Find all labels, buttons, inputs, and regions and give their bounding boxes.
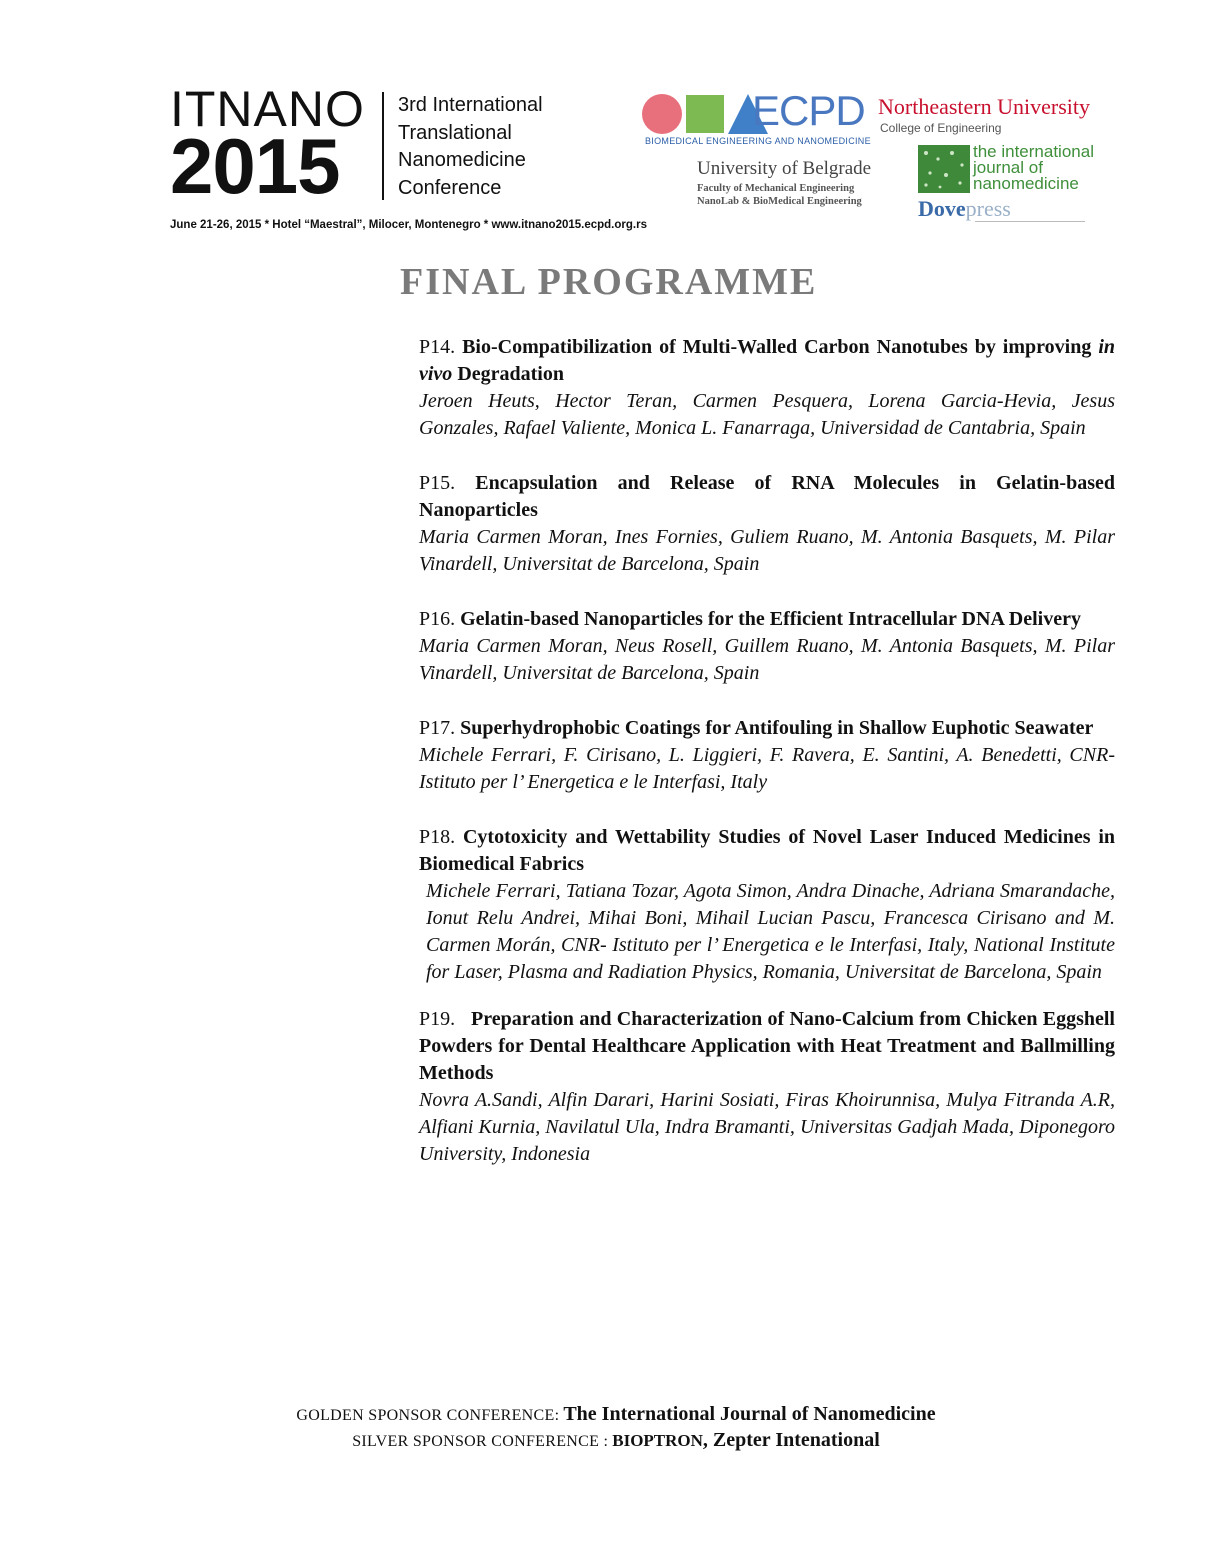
entry-authors: Maria Carmen Moran, Neus Rosell, Guillem Ruano, M. Antonia Basquets, M. Pilar Vinardell, Universitat de Barcelona, Spain	[419, 635, 1115, 684]
entry-number: P14.	[419, 336, 456, 358]
entry-title-text: Cytotoxicity and Wettability Studies of Novel Laser Induced Medicines in Biomedical Fabrics	[419, 826, 1115, 875]
entry-number: P17.	[419, 717, 456, 739]
entry-title-part: Bio-Compatibilization of Multi-Walled Carbon Nanotubes by improving	[462, 336, 1092, 358]
entry-title	[419, 715, 1115, 742]
entry-number: P15.	[419, 472, 456, 494]
silver-sponsor-company: , Zepter Intenational	[702, 1429, 880, 1451]
golden-sponsor-name: The International Journal of Nanomedicine	[563, 1403, 936, 1425]
belgrade-university-subtitle	[697, 182, 862, 208]
entry-authors: Michele Ferrari, Tatiana Tozar, Agota Simon, Andra Dinache, Adriana Smarandache, Ionut Relu Andrei, Mihai Boni, Mihail Lucian Pascu, Francesca Cirisano and M. Carmen Morán, CNR- Istituto per l’ Energetica e le Interfasi, Italy, National Institute for Laser, Plasma and Radiation Physics, Romania, Universitat de Barcelona, Spain	[426, 880, 1115, 983]
ijn-logo-text	[973, 144, 1094, 192]
itnano-logo-year: 2015	[170, 122, 340, 210]
conference-line: Conference	[398, 176, 502, 199]
silver-sponsor-line	[0, 1429, 1232, 1452]
ijn-line: journal of	[973, 158, 1043, 177]
ecpd-logo-text: ECPD	[752, 87, 865, 134]
belgrade-university-title: University of Belgrade	[697, 158, 872, 179]
dovepress-tagline-rule	[975, 221, 1085, 222]
programme-entry	[419, 606, 1115, 687]
programme-entry	[419, 824, 1115, 986]
belgrade-lab: NanoLab & BioMedical Engineering	[697, 196, 862, 207]
ecpd-subtitle: BIOMEDICAL ENGINEERING AND NANOMEDICINE	[645, 136, 871, 146]
entry-title-italic: in vivo	[419, 336, 1115, 385]
entry-title	[419, 606, 1115, 633]
entry-title-text: Preparation and Characterization of Nano-Calcium from Chicken Eggshell Powders for Dental Healthcare Application with Heat Treatment and Ballmilling Methods	[419, 1008, 1115, 1084]
programme-entry	[419, 470, 1115, 578]
golden-sponsor-label: GOLDEN SPONSOR CONFERENCE:	[296, 1407, 560, 1424]
entry-title-text: Gelatin-based Nanoparticles for the Efficient Intracellular DNA Delivery	[460, 608, 1081, 630]
ijn-logo-icon	[918, 145, 970, 193]
programme-entry	[419, 334, 1115, 442]
entry-title	[419, 470, 1115, 524]
silver-sponsor-brand: BIOPTRON	[612, 1431, 703, 1450]
northeastern-logo-text: Northeastern University	[878, 94, 1090, 119]
silver-sponsor-name	[612, 1429, 880, 1451]
entry-number: P18.	[419, 826, 456, 848]
ijn-line: the international	[973, 142, 1094, 161]
conference-name	[398, 92, 543, 202]
conference-line: 3rd International	[398, 94, 543, 116]
page-title: FINAL PROGRAMME	[400, 261, 818, 303]
entry-authors: Jeroen Heuts, Hector Teran, Carmen Pesquera, Lorena Garcia-Hevia, Jesus Gonzales, Rafael Valiente, Monica L. Fanarraga, Universidad de Cantabria, Spain	[419, 390, 1115, 439]
entry-title	[419, 824, 1115, 878]
conference-line: Nanomedicine	[398, 149, 526, 171]
entry-title-text: Encapsulation and Release of RNA Molecules in Gelatin-based Nanoparticles	[419, 472, 1115, 521]
dovepress-logo-text	[918, 196, 1011, 222]
itnano-logo-word: ITNANO	[170, 81, 365, 137]
entry-authors: Novra A.Sandi, Alfin Darari, Harini Sosiati, Firas Khoirunnisa, Mulya Fitranda A.R, Alfiani Kurnia, Navilatul Ula, Indra Bramanti, Universitas Gadjah Mada, Diponegoro University, Indonesia	[419, 1089, 1115, 1165]
ijn-line: nanomedicine	[973, 174, 1079, 193]
entry-title-text: Superhydrophobic Coatings for Antifouling in Shallow Euphotic Seawater	[460, 717, 1094, 739]
entry-number: P19.	[419, 1008, 456, 1030]
entry-title-text	[419, 336, 1115, 385]
belgrade-faculty: Faculty of Mechanical Engineering	[697, 183, 855, 194]
entry-authors: Michele Ferrari, F. Cirisano, L. Liggieri, F. Ravera, E. Santini, A. Benedetti, CNR- Istituto per l’ Energetica e le Interfasi, Italy	[419, 744, 1115, 793]
silver-sponsor-label: SILVER SPONSOR CONFERENCE :	[352, 1433, 609, 1450]
entry-title	[419, 334, 1115, 388]
northeastern-subtitle: College of Engineering	[880, 121, 1002, 135]
conference-info-line: June 21-26, 2015 * Hotel “Maestral”, Milocer, Montenegro * www.itnano2015.ecpd.org.rs	[170, 219, 647, 231]
dove-part: Dove	[918, 196, 966, 221]
entry-number: P16.	[419, 608, 456, 630]
golden-sponsor-line	[0, 1403, 1232, 1426]
programme-entry	[419, 1006, 1115, 1168]
press-part: press	[965, 196, 1011, 221]
entry-authors: Maria Carmen Moran, Ines Fornies, Guliem Ruano, M. Antonia Basquets, M. Pilar Vinardell, Universitat de Barcelona, Spain	[419, 526, 1115, 575]
conference-line: Translational	[398, 121, 512, 144]
logo-divider	[382, 92, 384, 200]
programme-entry	[419, 715, 1115, 796]
entry-title	[419, 1006, 1115, 1087]
entry-title-part: Degradation	[457, 363, 564, 385]
programme-list	[419, 334, 1115, 1196]
